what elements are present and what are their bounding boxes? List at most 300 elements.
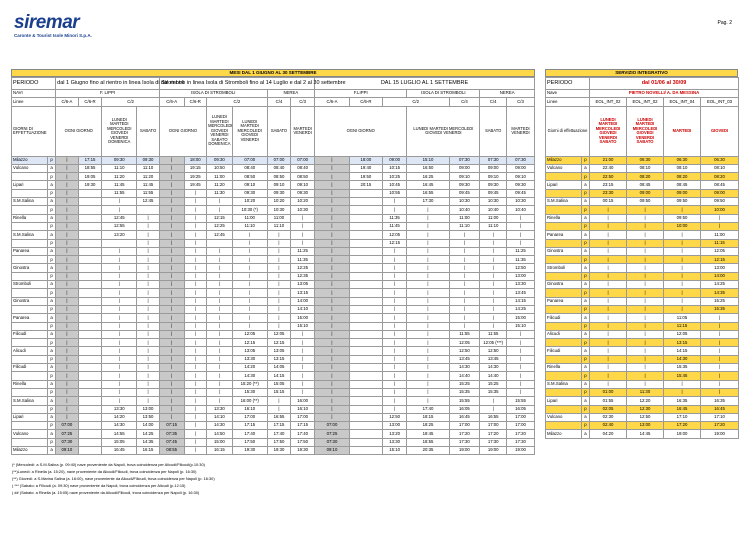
table-row <box>546 297 739 305</box>
periodo-label: PERIODO <box>546 78 590 90</box>
time-cell: 13:20 <box>382 430 407 438</box>
time-cell: | <box>207 305 233 313</box>
time-cell: 10:30 <box>291 206 315 214</box>
time-cell: | <box>590 314 627 322</box>
port-name <box>12 305 48 313</box>
port-name: Milazzo <box>12 156 48 164</box>
table-row <box>12 272 535 280</box>
time-cell: 08:50 <box>232 173 267 181</box>
time-cell: 15:45 <box>664 372 701 380</box>
time-cell: 18:45 <box>407 430 449 438</box>
time-cell: | <box>407 305 449 313</box>
port-name: Alicudi <box>546 330 582 338</box>
time-cell: | <box>184 388 207 396</box>
time-cell: 15:10 <box>507 322 535 330</box>
port-name: Lipari <box>12 181 48 189</box>
time-cell: | <box>407 289 449 297</box>
time-cell: 13:05 <box>291 281 315 289</box>
table-row <box>546 78 739 90</box>
time-cell: 11:10 <box>232 222 267 230</box>
time-cell: 10:25 <box>382 173 407 181</box>
port-name: Milazzo <box>12 446 48 454</box>
time-cell: | <box>407 397 449 405</box>
time-cell: | <box>267 397 291 405</box>
time-cell: 10:20 <box>232 198 267 206</box>
table-row <box>12 206 535 214</box>
port-name <box>12 173 48 181</box>
arr-dep: a <box>582 264 590 272</box>
time-cell: 08:45 <box>664 181 701 189</box>
time-cell: 15:25 <box>449 380 480 388</box>
time-cell: 16:45 <box>701 405 739 413</box>
table-row <box>546 413 739 421</box>
time-cell: | <box>291 214 315 222</box>
time-cell: | <box>56 364 79 372</box>
time-cell: | <box>291 347 315 355</box>
arr-dep: p <box>47 272 55 280</box>
time-cell: 17:00 <box>480 422 507 430</box>
time-cell: 11:25 <box>291 247 315 255</box>
time-cell: 14:30 <box>232 372 267 380</box>
time-cell <box>78 355 102 363</box>
time-cell: | <box>184 264 207 272</box>
time-cell: | <box>315 247 350 255</box>
time-cell: 06:30 <box>701 156 739 164</box>
table-row <box>12 198 535 206</box>
port-name <box>12 272 48 280</box>
line-code: C/6-A <box>315 98 350 106</box>
table-row <box>12 339 535 347</box>
time-cell: | <box>449 305 480 313</box>
port-name <box>12 222 48 230</box>
time-cell: | <box>56 181 79 189</box>
table-row <box>12 239 535 247</box>
time-cell: 17:40 <box>232 430 267 438</box>
time-cell: | <box>449 231 480 239</box>
time-cell: | <box>102 272 137 280</box>
time-cell: | <box>382 314 407 322</box>
ship-name: ISOLA DI STROMBOLI <box>159 90 267 98</box>
time-cell: 09:10 <box>56 446 79 454</box>
port-name <box>12 438 48 446</box>
port-name: Stromboli <box>12 281 48 289</box>
time-cell: | <box>267 264 291 272</box>
time-cell: | <box>207 297 233 305</box>
time-cell: | <box>407 247 449 255</box>
time-cell: 17:30 <box>407 198 449 206</box>
time-cell: | <box>159 247 184 255</box>
time-cell: 09:00 <box>480 164 507 172</box>
time-cell: | <box>56 372 79 380</box>
ship-name: NEREA <box>267 90 314 98</box>
time-cell: | <box>159 181 184 189</box>
time-cell: 13:30 <box>232 355 267 363</box>
time-cell: 09:30 <box>137 156 160 164</box>
time-cell: | <box>480 247 507 255</box>
time-cell: 13:15 <box>664 339 701 347</box>
time-cell: 02:40 <box>590 422 627 430</box>
arr-dep: a <box>582 198 590 206</box>
time-cell: 15:20 (**) <box>232 380 267 388</box>
port-name: Milazzo <box>546 430 582 438</box>
time-cell: 17:50 <box>232 438 267 446</box>
port-name <box>12 372 48 380</box>
time-cell: 16:05 <box>507 405 535 413</box>
time-cell: 07:30 <box>315 438 350 446</box>
time-cell: | <box>207 397 233 405</box>
port-name <box>12 289 48 297</box>
time-cell: | <box>207 256 233 264</box>
time-cell: 17:10 <box>701 413 739 421</box>
time-cell: 16:05 <box>449 405 480 413</box>
port-name: Panarea <box>546 297 582 305</box>
time-cell: | <box>232 239 267 247</box>
time-cell: | <box>159 156 184 164</box>
time-cell: 16:35 <box>701 397 739 405</box>
time-cell: | <box>590 231 627 239</box>
arr-dep: a <box>582 181 590 189</box>
time-cell: | <box>102 289 137 297</box>
time-cell: | <box>137 347 160 355</box>
time-cell: | <box>159 214 184 222</box>
table-row <box>546 330 739 338</box>
time-cell: 02:05 <box>590 405 627 413</box>
time-cell <box>349 264 382 272</box>
time-cell: | <box>267 297 291 305</box>
time-cell: 08:40 <box>291 164 315 172</box>
time-cell: | <box>102 372 137 380</box>
time-cell: 13:30 <box>382 438 407 446</box>
periodo-label: PERIODO <box>12 78 56 90</box>
time-cell: 17:20 <box>701 422 739 430</box>
arr-dep: p <box>582 206 590 214</box>
time-cell: | <box>207 372 233 380</box>
time-cell <box>349 380 382 388</box>
time-cell <box>78 380 102 388</box>
time-cell: 11:10 <box>480 222 507 230</box>
time-cell: 11:30 <box>627 388 664 396</box>
time-cell: | <box>382 397 407 405</box>
time-cell <box>349 364 382 372</box>
time-cell <box>349 347 382 355</box>
time-cell: | <box>590 355 627 363</box>
time-cell: 11:00 <box>232 214 267 222</box>
operating-days: LUNEDI MARTEDI MERCOLEDI GIOVEDI VENERDI SABATO DOMENICA <box>207 106 233 156</box>
time-cell: | <box>480 305 507 313</box>
operating-days: LUNEDI MARTEDI MERCOLEDI GIOVEDI VENERDI <box>407 106 480 156</box>
time-cell: 14:40 <box>449 372 480 380</box>
time-cell <box>78 364 102 372</box>
time-cell: | <box>137 214 160 222</box>
time-cell: 13:15 <box>291 289 315 297</box>
footnote: (* )Mercoledì: a S.M.Salina (p. 09:40) nave proveniente da Napoli, trova coincidenza per Alicudi/Filicudi(p.10:30) <box>12 462 205 467</box>
time-cell <box>78 372 102 380</box>
port-name <box>546 173 582 181</box>
time-cell: | <box>267 405 291 413</box>
table-row <box>12 181 535 189</box>
time-cell: | <box>590 380 627 388</box>
arr-dep: a <box>47 380 55 388</box>
time-cell: 10:40 <box>480 206 507 214</box>
time-cell <box>78 256 102 264</box>
time-cell: | <box>137 380 160 388</box>
time-cell: | <box>507 347 535 355</box>
time-cell: | <box>480 405 507 413</box>
line-code: EOL_INT_02 <box>627 98 664 106</box>
time-cell: | <box>102 198 137 206</box>
time-cell: | <box>480 231 507 239</box>
time-cell: | <box>664 239 701 247</box>
time-cell: | <box>627 256 664 264</box>
time-cell: | <box>480 397 507 405</box>
time-cell: | <box>184 256 207 264</box>
port-name <box>12 322 48 330</box>
time-cell: | <box>315 264 350 272</box>
time-cell: 17:15 <box>291 422 315 430</box>
time-cell: | <box>184 330 207 338</box>
arr-dep: p <box>47 339 55 347</box>
arr-dep: a <box>47 413 55 421</box>
time-cell: | <box>184 364 207 372</box>
time-cell <box>349 297 382 305</box>
time-cell: 14:20 <box>102 413 137 421</box>
time-cell: | <box>137 397 160 405</box>
time-cell: | <box>382 364 407 372</box>
time-cell: | <box>291 339 315 347</box>
time-cell <box>349 222 382 230</box>
arr-dep: p <box>582 222 590 230</box>
time-cell: | <box>407 380 449 388</box>
time-cell <box>78 289 102 297</box>
time-cell: | <box>382 380 407 388</box>
port-name <box>12 355 48 363</box>
arr-dep: a <box>582 247 590 255</box>
arr-dep: p <box>582 239 590 247</box>
time-cell: | <box>627 380 664 388</box>
table-row <box>12 430 535 438</box>
time-cell: 14:15 <box>267 372 291 380</box>
time-cell: | <box>56 314 79 322</box>
time-cell: 13:00 <box>382 422 407 430</box>
time-cell: 17:15 <box>267 422 291 430</box>
time-cell: | <box>449 314 480 322</box>
time-cell: 10:30 (*) <box>232 206 267 214</box>
time-cell: 16:45 <box>102 446 137 454</box>
table-row <box>546 106 739 156</box>
time-cell: 13:45 <box>507 289 535 297</box>
time-cell: | <box>291 364 315 372</box>
time-cell: 11:00 <box>701 231 739 239</box>
time-cell: | <box>627 281 664 289</box>
operating-days: MARTEDI VENERDI <box>507 106 535 156</box>
port-name: S.M.Salina <box>12 397 48 405</box>
time-cell: | <box>480 322 507 330</box>
table-row <box>12 222 535 230</box>
time-cell: 11:20 <box>207 181 233 189</box>
time-cell: | <box>267 247 291 255</box>
time-cell: 14:00 <box>291 297 315 305</box>
time-cell: 15:55 <box>449 397 480 405</box>
time-cell: 13:45 <box>449 355 480 363</box>
footnote: ( ## )Sabato: a Rinella (a. 15:05) nave proveniente da Alicudi/Filicudi, trova coincidenza per Napoli (p. 16:30) <box>12 490 200 496</box>
port-name: S.M.Salina <box>546 380 582 388</box>
time-cell: 07:35 <box>159 430 184 438</box>
port-name: Vulcano <box>546 164 582 172</box>
time-cell: | <box>184 446 207 454</box>
time-cell: 15:00 <box>507 314 535 322</box>
time-cell: | <box>232 297 267 305</box>
time-cell: 19:00 <box>449 446 480 454</box>
time-cell: | <box>56 305 79 313</box>
port-name: Ginostra <box>12 297 48 305</box>
time-cell: | <box>590 289 627 297</box>
time-cell: | <box>315 330 350 338</box>
time-cell: | <box>207 339 233 347</box>
table-row <box>12 322 535 330</box>
time-cell: | <box>449 239 480 247</box>
time-cell: 10:00 <box>664 222 701 230</box>
time-cell: 09:50 <box>664 198 701 206</box>
time-cell: | <box>627 347 664 355</box>
time-cell: 19:00 <box>507 446 535 454</box>
time-cell: | <box>590 297 627 305</box>
time-cell <box>78 388 102 396</box>
arr-dep: p <box>47 189 55 197</box>
port-name <box>546 222 582 230</box>
time-cell: | <box>137 222 160 230</box>
time-cell: 08:10 <box>627 164 664 172</box>
table-row <box>546 164 739 172</box>
time-cell: | <box>56 339 79 347</box>
time-cell: | <box>137 314 160 322</box>
time-cell: 12:25 <box>207 222 233 230</box>
time-cell: 09:10 <box>480 173 507 181</box>
time-cell: 17:20 <box>507 430 535 438</box>
time-cell: 14:45 <box>627 430 664 438</box>
arr-dep: p <box>47 222 55 230</box>
time-cell: | <box>159 289 184 297</box>
arr-dep: a <box>582 164 590 172</box>
time-cell: 15:00 <box>207 438 233 446</box>
time-cell <box>349 322 382 330</box>
time-cell: 11:55 <box>480 330 507 338</box>
time-cell: 16:35 <box>664 397 701 405</box>
time-cell: 07:30 <box>480 156 507 164</box>
time-cell: | <box>315 156 350 164</box>
time-cell: | <box>590 206 627 214</box>
time-cell: | <box>184 355 207 363</box>
table-row <box>546 339 739 347</box>
table-row <box>12 247 535 255</box>
time-cell: 07:15 <box>159 422 184 430</box>
time-cell: | <box>267 256 291 264</box>
time-cell: 12:45 <box>102 214 137 222</box>
arr-dep: p <box>582 405 590 413</box>
time-cell: | <box>315 413 350 421</box>
time-cell: | <box>701 372 739 380</box>
table-row <box>12 372 535 380</box>
time-cell: | <box>159 322 184 330</box>
port-name: Panarea <box>546 231 582 239</box>
time-cell <box>78 222 102 230</box>
time-cell: 17:50 <box>291 438 315 446</box>
arr-dep: p <box>47 355 55 363</box>
time-cell: | <box>590 256 627 264</box>
arr-dep: a <box>582 413 590 421</box>
time-cell: | <box>507 222 535 230</box>
time-cell: | <box>207 347 233 355</box>
time-cell: | <box>449 264 480 272</box>
time-cell: | <box>315 388 350 396</box>
arr-dep: a <box>47 264 55 272</box>
time-cell: | <box>701 322 739 330</box>
time-cell: | <box>407 314 449 322</box>
time-cell: | <box>159 305 184 313</box>
time-cell <box>349 305 382 313</box>
time-cell: | <box>102 339 137 347</box>
time-cell: | <box>267 322 291 330</box>
time-cell: | <box>507 214 535 222</box>
time-cell: 09:30 <box>102 156 137 164</box>
time-cell: | <box>382 339 407 347</box>
table-row <box>546 305 739 313</box>
time-cell: | <box>232 231 267 239</box>
time-cell: 08:20 <box>664 173 701 181</box>
port-name: Vulcano <box>546 413 582 421</box>
table-row <box>546 281 739 289</box>
time-cell <box>349 339 382 347</box>
time-cell <box>78 314 102 322</box>
time-cell: | <box>590 239 627 247</box>
table-row <box>546 397 739 405</box>
time-cell: 09:10 <box>267 181 291 189</box>
time-cell: | <box>590 281 627 289</box>
time-cell: | <box>315 305 350 313</box>
port-name: Rinella <box>546 214 582 222</box>
time-cell: | <box>159 355 184 363</box>
time-cell: 09:30 <box>480 181 507 189</box>
time-cell: | <box>315 222 350 230</box>
time-cell: | <box>291 330 315 338</box>
arr-dep: p <box>582 189 590 197</box>
arr-dep: p <box>582 339 590 347</box>
arr-dep: a <box>47 247 55 255</box>
time-cell: | <box>102 388 137 396</box>
time-cell: 17:00 <box>232 413 267 421</box>
arr-dep: a <box>47 198 55 206</box>
time-cell: 09:30 <box>232 189 267 197</box>
time-cell: 16:10 <box>232 405 267 413</box>
side-timetable <box>545 69 738 439</box>
line-code: C/3 <box>291 98 315 106</box>
time-cell: 09:30 <box>291 189 315 197</box>
arr-dep: p <box>47 256 55 264</box>
time-cell: | <box>590 305 627 313</box>
time-cell: | <box>267 305 291 313</box>
time-cell: | <box>56 330 79 338</box>
time-cell: 16:55 <box>407 189 449 197</box>
time-cell <box>349 438 382 446</box>
time-cell: | <box>382 198 407 206</box>
time-cell: 09:00 <box>664 189 701 197</box>
time-cell: | <box>232 281 267 289</box>
ship-name: F.LIPPI <box>315 90 407 98</box>
time-cell <box>349 289 382 297</box>
arr-dep: a <box>47 347 55 355</box>
time-cell: | <box>207 322 233 330</box>
time-cell: | <box>407 388 449 396</box>
table-row <box>546 231 739 239</box>
